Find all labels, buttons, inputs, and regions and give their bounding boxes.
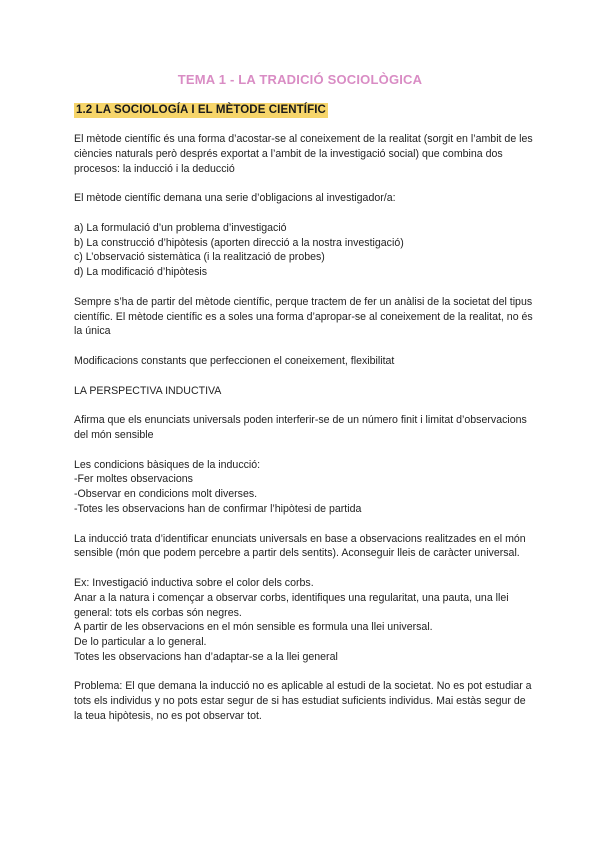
list-item: Ex: Investigació inductiva sobre el color dels corbs. xyxy=(74,576,314,589)
list-item: De lo particular a lo general. xyxy=(74,636,207,649)
list-item: a) La formulació d’un problema d’investigació xyxy=(74,221,287,234)
example-block xyxy=(74,576,534,665)
list-item: c) L’observació sistemàtica (i la realització de probes) xyxy=(74,251,325,264)
list-item: -Totes les observacions han de confirmar l’hipòtesi de partida xyxy=(74,502,362,515)
text-line: El mètode científic és una forma d’acostar-se al coneixement de la realitat (sorgit en l’ambit de les ciències naturals però després exportat a l’ambit de la investigació social) que combina dos procesos: la inducció i la deducció xyxy=(74,133,533,175)
list-item: d) La modificació d’hipòtesis xyxy=(74,266,208,279)
document-title: TEMA 1 - LA TRADICIÓ SOCIOLÒGICA xyxy=(177,72,423,87)
list-item: A partir de les observacions en el món sensible es formula una llei universal. xyxy=(74,621,433,634)
subheading: LA PERSPECTIVA INDUCTIVA xyxy=(74,384,222,397)
paragraph-induction xyxy=(74,532,534,562)
text-line: Problema: El que demana la inducció no es aplicable al estudi de la societat. No es pot estudiar a tots els individus y no pots estar segur de si has estudiat suficients individus. Mai estàs segur de la teua hipòtesis, no es pot observar tot. xyxy=(74,680,532,723)
document-body xyxy=(74,132,534,739)
text-line: Afirma que els enunciats universals poden interferir-se de un número finit i limitat d’observacions del món sensible xyxy=(74,414,527,441)
paragraph-scientific-method xyxy=(74,295,534,339)
paragraph-modifications xyxy=(74,354,534,369)
list-item: -Observar en condicions molt diverses. xyxy=(74,488,258,501)
paragraph-problem xyxy=(74,679,534,723)
subheading-inductive xyxy=(74,384,534,399)
paragraph-obligations xyxy=(74,191,534,206)
paragraph-intro xyxy=(74,132,534,176)
section-heading: 1.2 LA SOCIOLOGÍA I EL MÈTODE CIENTÍFIC xyxy=(76,104,326,116)
list-item: Totes les observacions han d’adaptar-se a la llei general xyxy=(74,650,338,663)
list-item: -Fer moltes observacions xyxy=(74,473,193,486)
text-line: Modificacions constants que perfeccionen el coneixement, flexibilitat xyxy=(74,354,395,367)
paragraph-affirms xyxy=(74,413,534,443)
text-line: El mètode científic demana una serie d’obligacions al investigador/a: xyxy=(74,192,396,205)
list-item: b) La construcció d’hipòtesis (aporten direcció a la nostra investigació) xyxy=(74,236,404,249)
list-item: Anar a la natura i començar a observar corbs, identifiques una regularitat, una pauta, una llei general: tots els corbas són negres. xyxy=(74,591,509,619)
text-line: Sempre s’ha de partir del mètode científic, perque tractem de fer un anàlisi de la societat del tipus científic. El mètode científic es a soles una forma d’apropar-se al coneixement de la realitat, no és la única xyxy=(74,295,533,338)
obligations-list xyxy=(74,221,534,280)
list-item: Les condicions bàsiques de la inducció: xyxy=(74,458,261,471)
conditions-list xyxy=(74,458,534,517)
text-line: La inducció trata d’identificar enunciats universals en base a observacions realitzades en el món sensible (món que podem percebre a partir dels sentits). Aconseguir lleis de caràcter universal. xyxy=(74,532,526,560)
